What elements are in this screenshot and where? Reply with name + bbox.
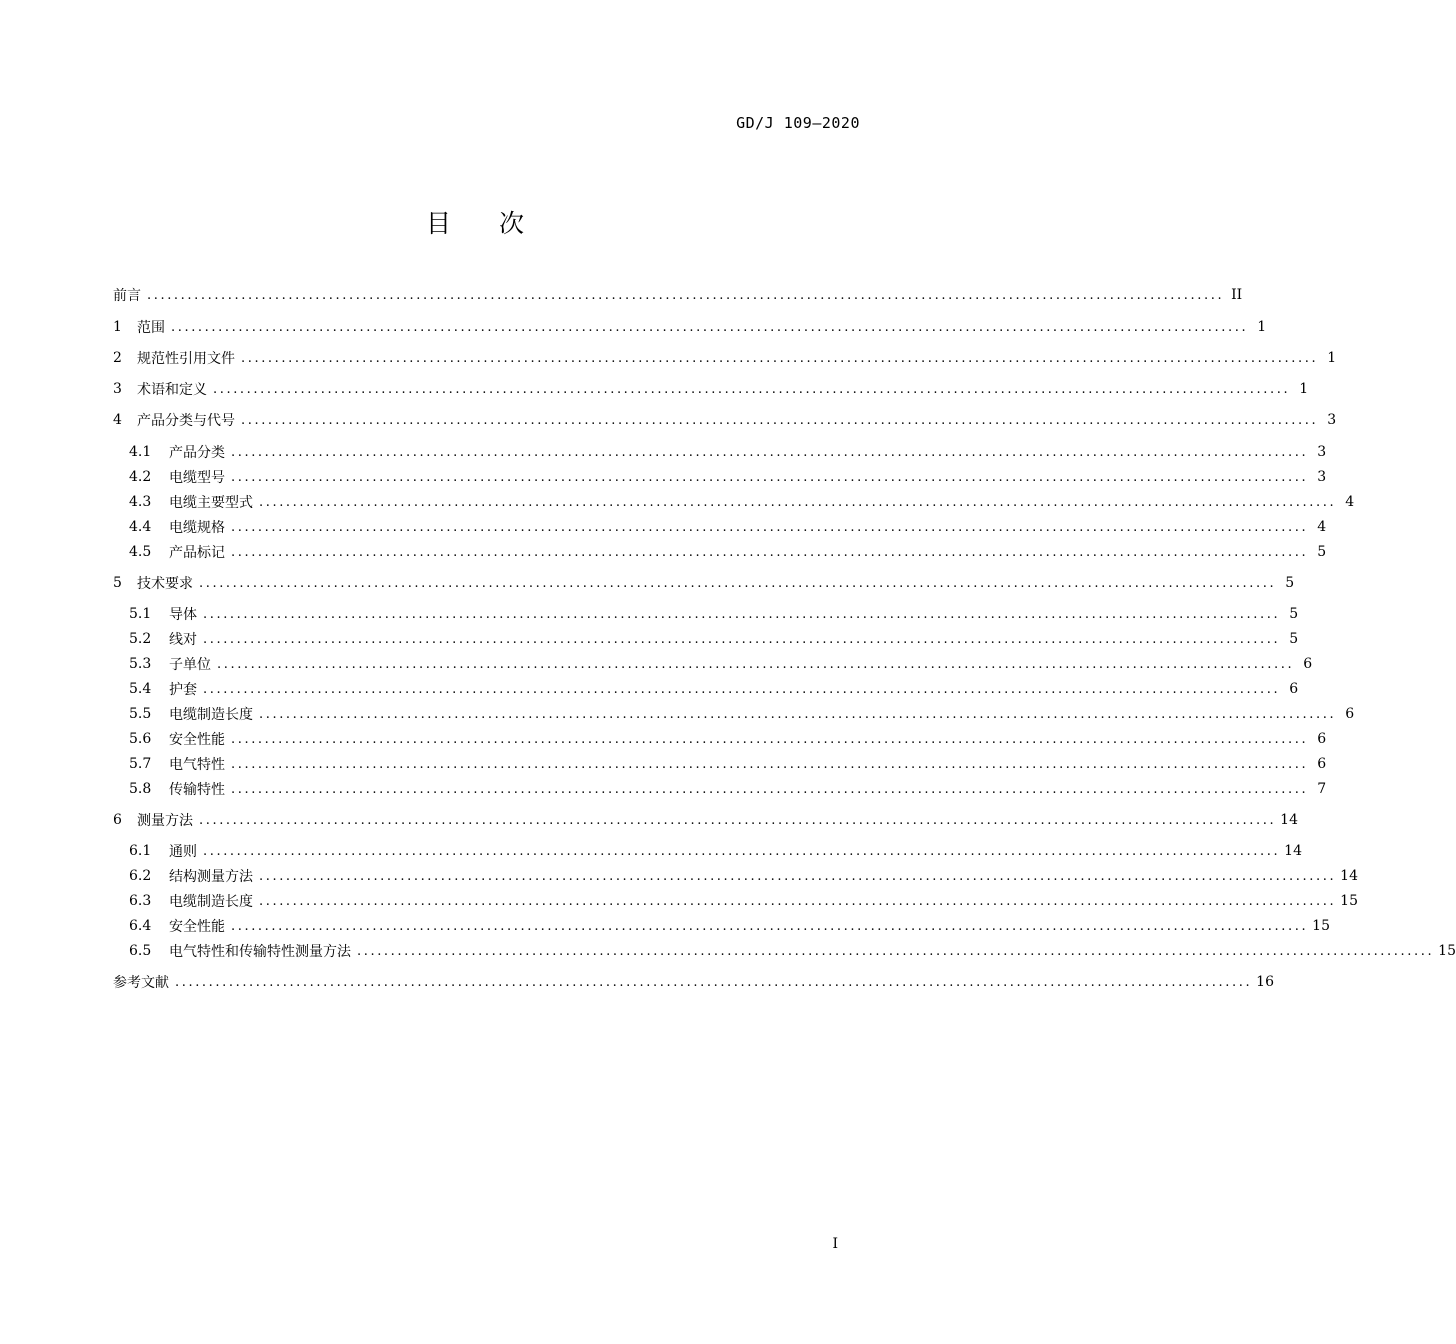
toc-dot-leader: ................................................................................................................................................................: [203, 606, 1281, 622]
toc-dot-leader: ................................................................................................................................................................: [357, 943, 1435, 959]
toc-dot-leader: ................................................................................................................................................................: [199, 812, 1277, 828]
toc-entry[interactable]: [113, 467, 1327, 487]
page-number: I: [832, 1236, 838, 1252]
toc-entry-label: 前言: [113, 288, 141, 304]
toc-entry-number: 5: [113, 575, 122, 591]
toc-entry-page: 3: [1317, 444, 1327, 460]
toc-title-char-1: 目: [425, 209, 451, 238]
toc-entry[interactable]: [113, 379, 1309, 399]
toc-entry-page: 16: [1256, 974, 1274, 990]
toc-entry[interactable]: [113, 654, 1313, 674]
toc-entry-label: 电缆主要型式: [169, 495, 253, 511]
toc-entry[interactable]: [113, 317, 1267, 337]
toc-dot-leader: ................................................................................................................................................................: [231, 469, 1309, 485]
toc-entry-number: 6.3: [129, 893, 152, 909]
toc-entry-label: 安全性能: [169, 732, 225, 748]
toc-entry[interactable]: [113, 779, 1327, 799]
toc-entry-page: 14: [1284, 843, 1302, 859]
toc-entry[interactable]: [113, 492, 1355, 512]
toc-entry[interactable]: [113, 891, 1358, 911]
toc-entry-number: 3: [113, 381, 122, 397]
toc-entry-number: 4.4: [129, 519, 152, 535]
toc-entry-page: 6: [1317, 731, 1327, 747]
toc-dot-leader: ................................................................................................................................................................: [213, 381, 1291, 397]
toc-entry-label: 通则: [169, 844, 197, 860]
toc-entry-label: 测量方法: [137, 813, 193, 829]
toc-dot-leader: ................................................................................................................................................................: [171, 319, 1249, 335]
toc-entry-page: 6: [1345, 706, 1355, 722]
toc-entry-label: 参考文献: [113, 975, 169, 991]
toc-dot-leader: ................................................................................................................................................................: [259, 868, 1337, 884]
toc-entry-page: 5: [1289, 631, 1299, 647]
toc-dot-leader: ................................................................................................................................................................: [231, 731, 1309, 747]
toc-entry-label: 传输特性: [169, 782, 225, 798]
toc-entry-label: 安全性能: [169, 919, 225, 935]
toc-entry-label: 结构测量方法: [169, 869, 253, 885]
toc-entry-label: 产品分类与代号: [137, 413, 235, 429]
toc-entry-label: 导体: [169, 607, 197, 623]
toc-entry[interactable]: [113, 542, 1327, 562]
toc-entry-page: 14: [1280, 812, 1298, 828]
toc-entry-label: 电缆制造长度: [169, 894, 253, 910]
toc-entry[interactable]: [113, 941, 1456, 961]
toc-dot-leader: ................................................................................................................................................................: [231, 756, 1309, 772]
toc-entry-page: 6: [1303, 656, 1313, 672]
toc-entry-number: 4.1: [129, 444, 152, 460]
toc-entry[interactable]: [113, 442, 1327, 462]
toc-title: [0, 204, 950, 240]
toc-entry-page: 14: [1340, 868, 1358, 884]
toc-entry[interactable]: [113, 573, 1295, 593]
toc-entry-label: 电缆型号: [169, 470, 225, 486]
toc-title-char-2: 次: [499, 209, 525, 238]
toc-entry[interactable]: [113, 517, 1327, 537]
toc-entry-label: 电气特性和传输特性测量方法: [169, 944, 351, 960]
toc-dot-leader: ................................................................................................................................................................: [231, 519, 1309, 535]
toc-entry[interactable]: [113, 810, 1298, 830]
toc-dot-leader: ................................................................................................................................................................: [203, 843, 1281, 859]
toc-entry[interactable]: [113, 629, 1299, 649]
toc-entry-page: 6: [1289, 681, 1299, 697]
toc-dot-leader: ................................................................................................................................................................: [231, 444, 1309, 460]
toc-dot-leader: ................................................................................................................................................................: [231, 544, 1309, 560]
toc-dot-leader: ................................................................................................................................................................: [199, 575, 1277, 591]
toc-dot-leader: ................................................................................................................................................................: [259, 706, 1337, 722]
toc-entry-number: 5.3: [129, 656, 152, 672]
toc-entry-label: 电缆规格: [169, 520, 225, 536]
toc-dot-leader: ................................................................................................................................................................: [175, 974, 1253, 990]
toc-entry[interactable]: [113, 866, 1358, 886]
toc-dot-leader: ................................................................................................................................................................: [241, 350, 1319, 366]
toc-entry[interactable]: [113, 754, 1327, 774]
toc-dot-leader: ................................................................................................................................................................: [241, 412, 1319, 428]
toc-entry-number: 5.4: [129, 681, 152, 697]
toc-entry[interactable]: [113, 604, 1299, 624]
toc-entry-number: 4.3: [129, 494, 152, 510]
toc-dot-leader: ................................................................................................................................................................: [203, 631, 1281, 647]
toc-entry-page: 3: [1327, 412, 1337, 428]
toc-entry[interactable]: [113, 729, 1327, 749]
toc-entry[interactable]: [113, 972, 1274, 992]
toc-entry-page: 5: [1289, 606, 1299, 622]
toc-entry-label: 产品分类: [169, 445, 225, 461]
toc-entry[interactable]: [113, 704, 1355, 724]
toc-entry-number: 6.4: [129, 918, 152, 934]
toc-entry-page: 15: [1438, 943, 1456, 959]
toc-dot-leader: ................................................................................................................................................................: [203, 681, 1281, 697]
toc-dot-leader: ................................................................................................................................................................: [231, 781, 1309, 797]
toc-entry-number: 6.5: [129, 943, 152, 959]
toc-entry[interactable]: [113, 679, 1299, 699]
toc-entry-number: 4.5: [129, 544, 152, 560]
toc-entry-number: 6.1: [129, 843, 152, 859]
toc-entry-page: 1: [1327, 350, 1337, 366]
toc-entry-page: 5: [1317, 544, 1327, 560]
toc-entry-page: 15: [1312, 918, 1330, 934]
toc-entry-page: II: [1231, 287, 1243, 303]
toc-entry-label: 护套: [169, 682, 197, 698]
toc-entry-page: 7: [1317, 781, 1327, 797]
toc-dot-leader: ................................................................................................................................................................: [217, 656, 1295, 672]
toc-entry[interactable]: [113, 410, 1337, 430]
toc-entry-page: 1: [1257, 319, 1267, 335]
toc-entry-number: 2: [113, 350, 122, 366]
document-code: GD/J 109—2020: [736, 114, 860, 132]
toc-dot-leader: ................................................................................................................................................................: [259, 893, 1337, 909]
toc-entry-number: 5.2: [129, 631, 152, 647]
toc-entry-label: 电缆制造长度: [169, 707, 253, 723]
toc-entry-page: 4: [1345, 494, 1355, 510]
toc-entry-page: 1: [1299, 381, 1309, 397]
toc-entry-number: 5.5: [129, 706, 152, 722]
toc-entry-number: 5.1: [129, 606, 152, 622]
toc-entry-page: 15: [1340, 893, 1358, 909]
toc-dot-leader: ................................................................................................................................................................: [147, 287, 1225, 303]
toc-entry-number: 6.2: [129, 868, 152, 884]
toc-entry-number: 5.8: [129, 781, 152, 797]
toc-entry-number: 5.7: [129, 756, 152, 772]
toc-entry[interactable]: [113, 841, 1302, 861]
toc-entry-label: 术语和定义: [137, 382, 207, 398]
toc-entry-number: 6: [113, 812, 122, 828]
toc-entry-page: 5: [1285, 575, 1295, 591]
toc-entry-number: 1: [113, 319, 122, 335]
toc-dot-leader: ................................................................................................................................................................: [259, 494, 1337, 510]
toc-entry-label: 规范性引用文件: [137, 351, 235, 367]
toc-entry[interactable]: [113, 916, 1330, 936]
toc-entry-number: 4: [113, 412, 122, 428]
toc-entry-page: 3: [1317, 469, 1327, 485]
toc-entry-label: 线对: [169, 632, 197, 648]
toc-entry-label: 技术要求: [137, 576, 193, 592]
toc-entry-number: 4.2: [129, 469, 152, 485]
toc-entry-label: 电气特性: [169, 757, 225, 773]
toc-entry-label: 子单位: [169, 657, 211, 673]
toc-entry-page: 6: [1317, 756, 1327, 772]
toc-entry-number: 5.6: [129, 731, 152, 747]
toc-dot-leader: ................................................................................................................................................................: [231, 918, 1309, 934]
toc-entry[interactable]: [113, 285, 1243, 305]
toc-entry-label: 范围: [137, 320, 165, 336]
toc-entry-page: 4: [1317, 519, 1327, 535]
toc-entry[interactable]: [113, 348, 1337, 368]
toc-entry-label: 产品标记: [169, 545, 225, 561]
